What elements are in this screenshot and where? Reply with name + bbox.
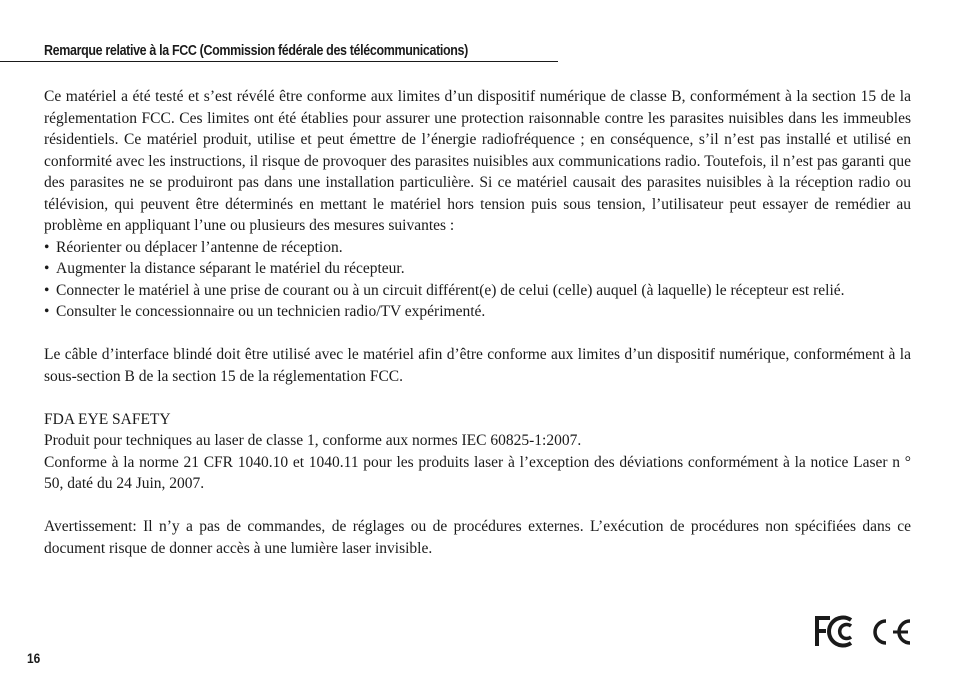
fda-line-2: Conforme à la norme 21 CFR 1040.10 et 1040.11 pour les produits laser à l’exception des déviations conformément à la notice Laser n ° 50, daté du 24 Juin, 2007.	[44, 453, 911, 492]
list-item: • Connecter le matériel à une prise de courant ou à un circuit différent(e) de celui (celle) auquel (à laquelle) le récepteur est relié.	[44, 280, 911, 302]
spacer	[44, 495, 911, 517]
spacer	[44, 387, 911, 409]
document-body	[44, 86, 911, 559]
list-item: • Augmenter la distance séparant le matériel du récepteur.	[44, 258, 911, 280]
certification-logos	[813, 612, 913, 652]
fda-line-1: Produit pour techniques au laser de classe 1, conforme aux normes IEC 60825-1:2007.	[44, 432, 582, 449]
warning-paragraph: Avertissement: Il n’y a pas de commandes, de réglages ou de procédures externes. L’exécution de procédures non spécifiées dans ce document risque de donner accès à une lumière laser invisible.	[44, 518, 911, 557]
ce-logo-icon	[875, 621, 910, 643]
list-item: • Réorienter ou déplacer l’antenne de réception.	[44, 237, 911, 259]
page-number: 16	[27, 650, 41, 666]
fda-title: FDA EYE SAFETY	[44, 410, 171, 428]
measures-list	[44, 237, 911, 323]
heading-underline	[0, 61, 558, 62]
spacer	[44, 323, 911, 345]
list-item: • Consulter le concessionnaire ou un technicien radio/TV expérimenté.	[44, 301, 911, 323]
section-heading: Remarque relative à la FCC (Commission fédérale des télécommunications)	[44, 43, 468, 59]
cable-notice-paragraph: Le câble d’interface blindé doit être utilisé avec le matériel afin d’être conforme aux limites d’un dispositif numérique, conformément à la sous-section B de la section 15 de la réglementation FCC.	[44, 346, 911, 385]
fcc-logo-icon	[815, 616, 851, 646]
intro-paragraph: Ce matériel a été testé et s’est révélé être conforme aux limites d’un dispositif numérique de classe B, conformément à la section 15 de la réglementation FCC. Ces limites ont été établies pour assurer une protection raisonnable contre les parasites nuisibles dans les immeubles résidentiels. Ce matériel produit, utilise et peut émettre de l’énergie radiofréquence ; en conséquence, s’il n’est pas installé et utilisé en conformité avec les instructions, il risque de provoquer des parasites nuisibles aux communications radio. Toutefois, il n’est pas garanti que des parasites ne se produiront pas dans une installation particulière. Si ce matériel causait des parasites nuisibles à la réception radio ou télévision, qui peuvent être déterminés en mettant le matériel hors tension puis sous tension, l’utilisateur peut essayer de remédier au problème en appliquant l’une ou plusieurs des mesures suivantes :	[44, 88, 911, 234]
